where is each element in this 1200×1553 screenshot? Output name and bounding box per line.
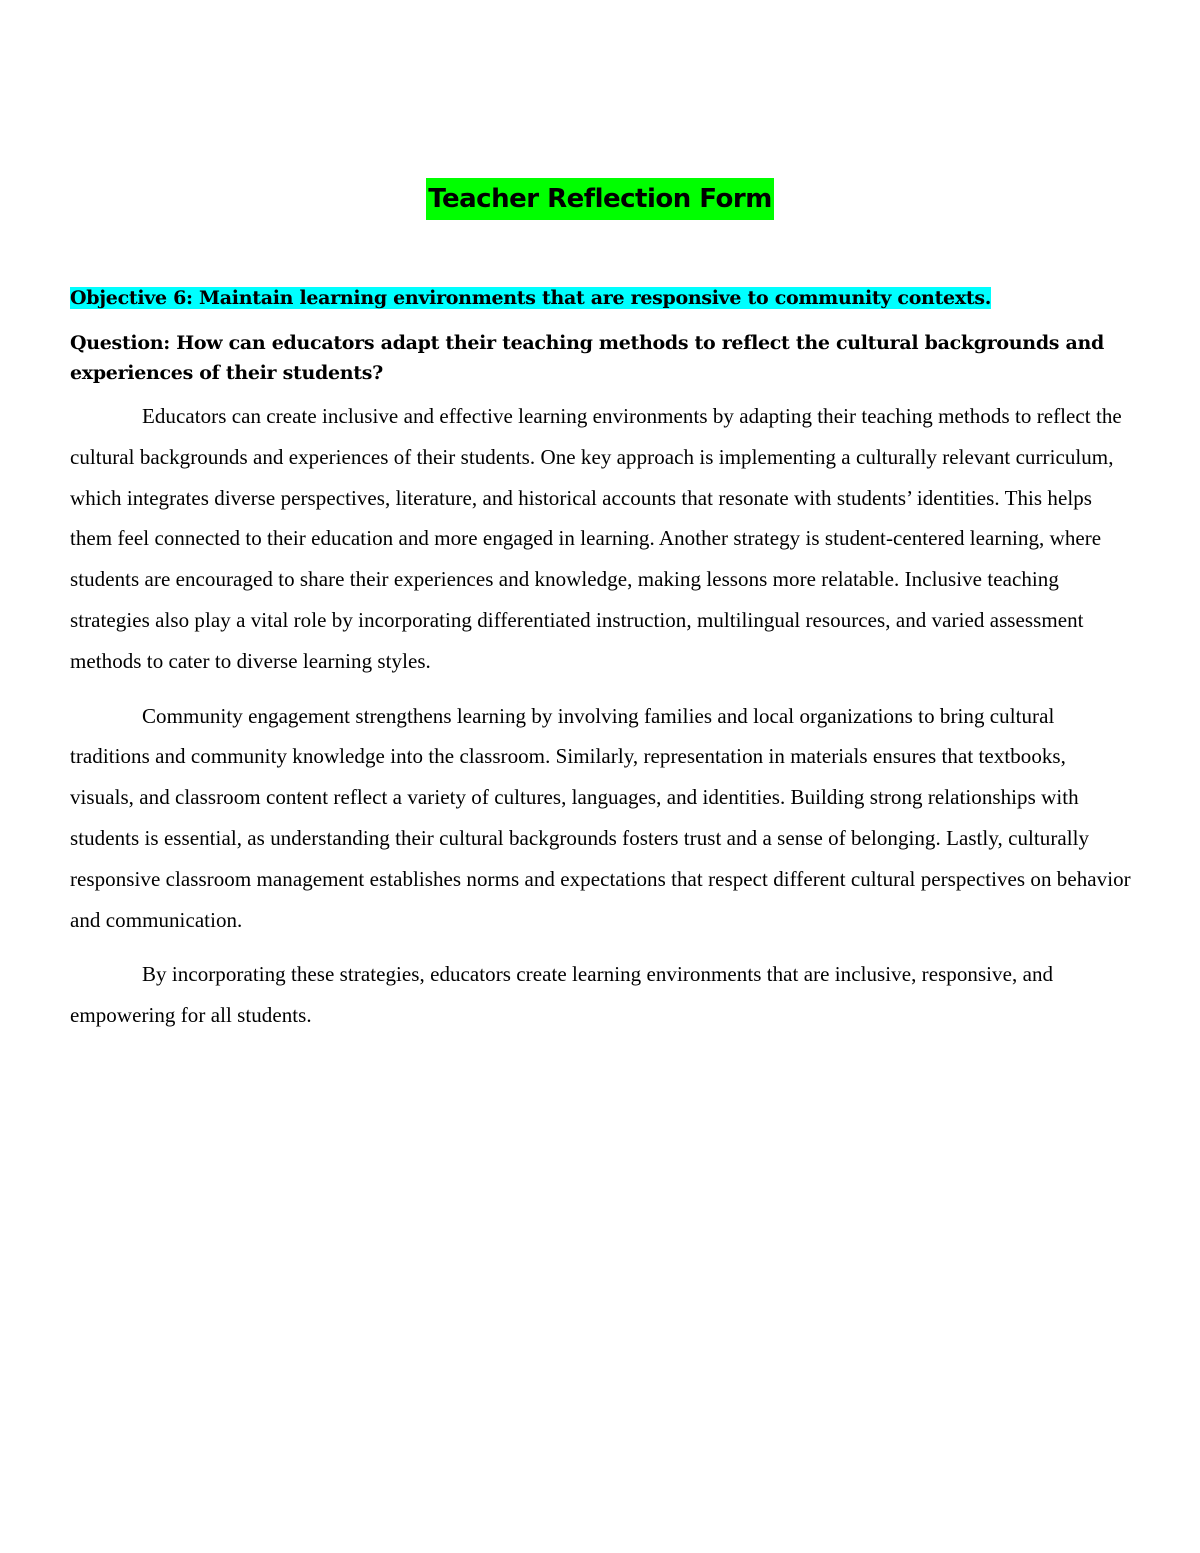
objective-text: Objective 6: Maintain learning environments that are responsive to community contexts. xyxy=(70,287,992,309)
question-text: Question: How can educators adapt their teaching methods to reflect the cultural backgrounds and experiences of their students? xyxy=(70,332,1105,384)
document-title: Teacher Reflection Form xyxy=(426,178,774,220)
objective-line xyxy=(70,284,1132,314)
paragraph-1: Educators can create inclusive and effective learning environments by adapting their teaching methods to reflect the cultural backgrounds and experiences of their students. One key approach is implementing a culturally relevant curriculum, which integrates diverse perspectives, literature, and historical accounts that resonate with students’ identities. This helps them feel connected to their education and more engaged in learning. Another strategy is student-centered learning, where students are encouraged to share their experiences and knowledge, making lessons more relatable. Inclusive teaching strategies also play a vital role by incorporating differentiated instruction, multilingual resources, and varied assessment methods to cater to diverse learning styles. xyxy=(70,404,1122,673)
paragraph-2: Community engagement strengthens learning by involving families and local organizations to bring cultural traditions and community knowledge into the classroom. Similarly, representation in materials ensures that textbooks, visuals, and classroom content reflect a variety of cultures, languages, and identities. Building strong relationships with students is essential, as understanding their cultural backgrounds fosters trust and a sense of belonging. Lastly, culturally responsive classroom management establishes norms and expectations that respect different cultural perspectives on behavior and communication. xyxy=(70,703,1131,932)
paragraph-3: By incorporating these strategies, educators create learning environments that are inclusive, responsive, and empowering for all students. xyxy=(70,962,1054,1028)
document-body xyxy=(70,284,1132,1036)
title-container xyxy=(0,178,1200,220)
